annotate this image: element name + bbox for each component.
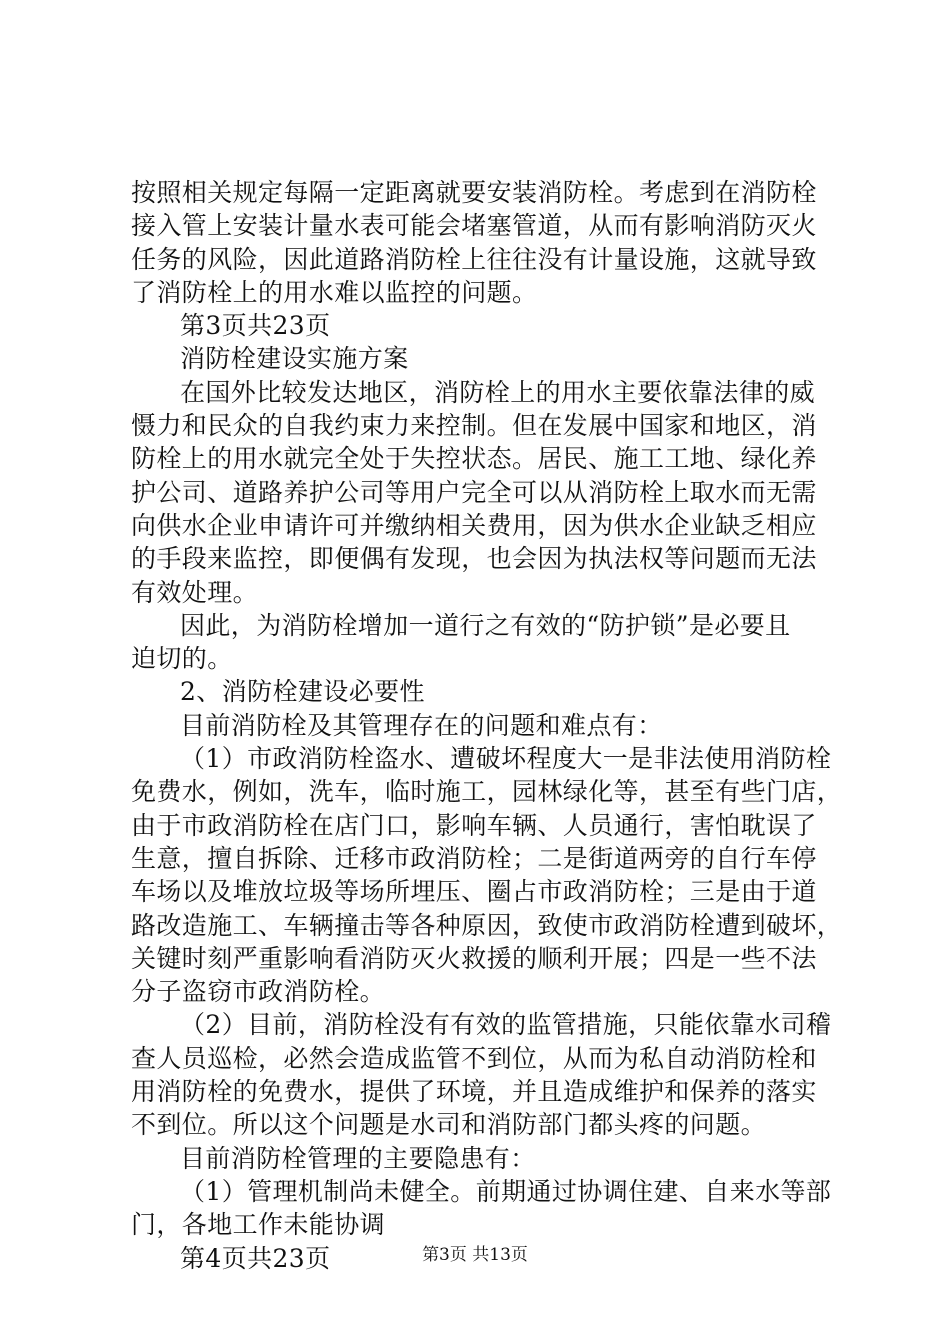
text-line: 用消防栓的免费水，提供了环境，并且造成维护和保养的落实 — [131, 1077, 817, 1107]
text-line: 在国外比较发达地区，消防栓上的用水主要依靠法律的威 — [180, 377, 816, 407]
text-line: （1）市政消防栓盗水、遭破坏程度大一是非法使用消防栓 — [180, 744, 832, 774]
text-line: 生意，擅自拆除、迁移市政消防栓；二是街道两旁的自行车停 — [131, 843, 817, 873]
text-line: 不到位。所以这个问题是水司和消防部门都头疼的问题。 — [131, 1110, 767, 1140]
text-line: 任务的风险，因此道路消防栓上往往没有计量设施，这就导致 — [131, 244, 817, 274]
text-line: 接入管上安装计量水表可能会堵塞管道，从而有影响消防灭火 — [131, 211, 817, 241]
text-line: 查人员巡检，必然会造成监管不到位，从而为私自动消防栓和 — [131, 1043, 817, 1073]
text-line: 消防栓建设实施方案 — [180, 344, 409, 374]
text-line: 分子盗窃市政消防栓。 — [131, 977, 386, 1007]
text-line: （1）管理机制尚未健全。前期通过协调住建、自来水等部 — [180, 1176, 832, 1206]
text-line: 护公司、道路养护公司等用户完全可以从消防栓上取水而无需 — [131, 477, 817, 507]
text-line: 第4页共23页 — [180, 1243, 331, 1273]
text-line: 由于市政消防栓在店门口，影响车辆、人员通行，害怕耽误了 — [131, 810, 817, 840]
text-line: （2）目前，消防栓没有有效的监管措施，只能依靠水司稽 — [180, 1010, 832, 1040]
text-line: 按照相关规定每隔一定距离就要安装消防栓。考虑到在消防栓 — [131, 178, 817, 207]
text-line: 迫切的。 — [131, 644, 233, 674]
text-line: 门，各地工作未能协调 — [131, 1210, 386, 1240]
text-line: 目前消防栓及其管理存在的问题和难点有： — [180, 710, 663, 740]
text-line: 免费水，例如，洗车，临时施工，园林绿化等，甚至有些门店， — [131, 777, 843, 807]
text-line: 慑力和民众的自我约束力来控制。但在发展中国家和地区，消 — [131, 411, 817, 441]
text-line: 关键时刻严重影响看消防灭火救援的顺利开展；四是一些不法 — [131, 943, 817, 973]
text-line: 目前消防栓管理的主要隐患有： — [180, 1143, 536, 1173]
text-line: 第3页共23页 — [180, 311, 331, 341]
text-line: 因此，为消防栓增加一道行之有效的“防护锁”是必要且 — [180, 610, 791, 640]
text-line: 了消防栓上的用水难以监控的问题。 — [131, 277, 538, 307]
page-footer: 第3页 共13页 — [422, 1245, 528, 1265]
text-line: 向供水企业申请许可并缴纳相关费用，因为供水企业缺乏相应 — [131, 510, 817, 540]
text-line: 防栓上的用水就完全处于失控状态。居民、施工工地、绿化养 — [131, 444, 817, 474]
text-line: 2、消防栓建设必要性 — [180, 677, 425, 707]
text-line: 车场以及堆放垃圾等场所埋压、圈占市政消防栓；三是由于道 — [131, 877, 817, 907]
text-line: 的手段来监控，即便偶有发现，也会因为执法权等问题而无法 — [131, 544, 817, 574]
text-line: 有效处理。 — [131, 577, 259, 607]
text-line: 路改造施工、车辆撞击等各种原因，致使市政消防栓遭到破坏， — [131, 910, 843, 940]
document-body — [131, 176, 843, 1275]
